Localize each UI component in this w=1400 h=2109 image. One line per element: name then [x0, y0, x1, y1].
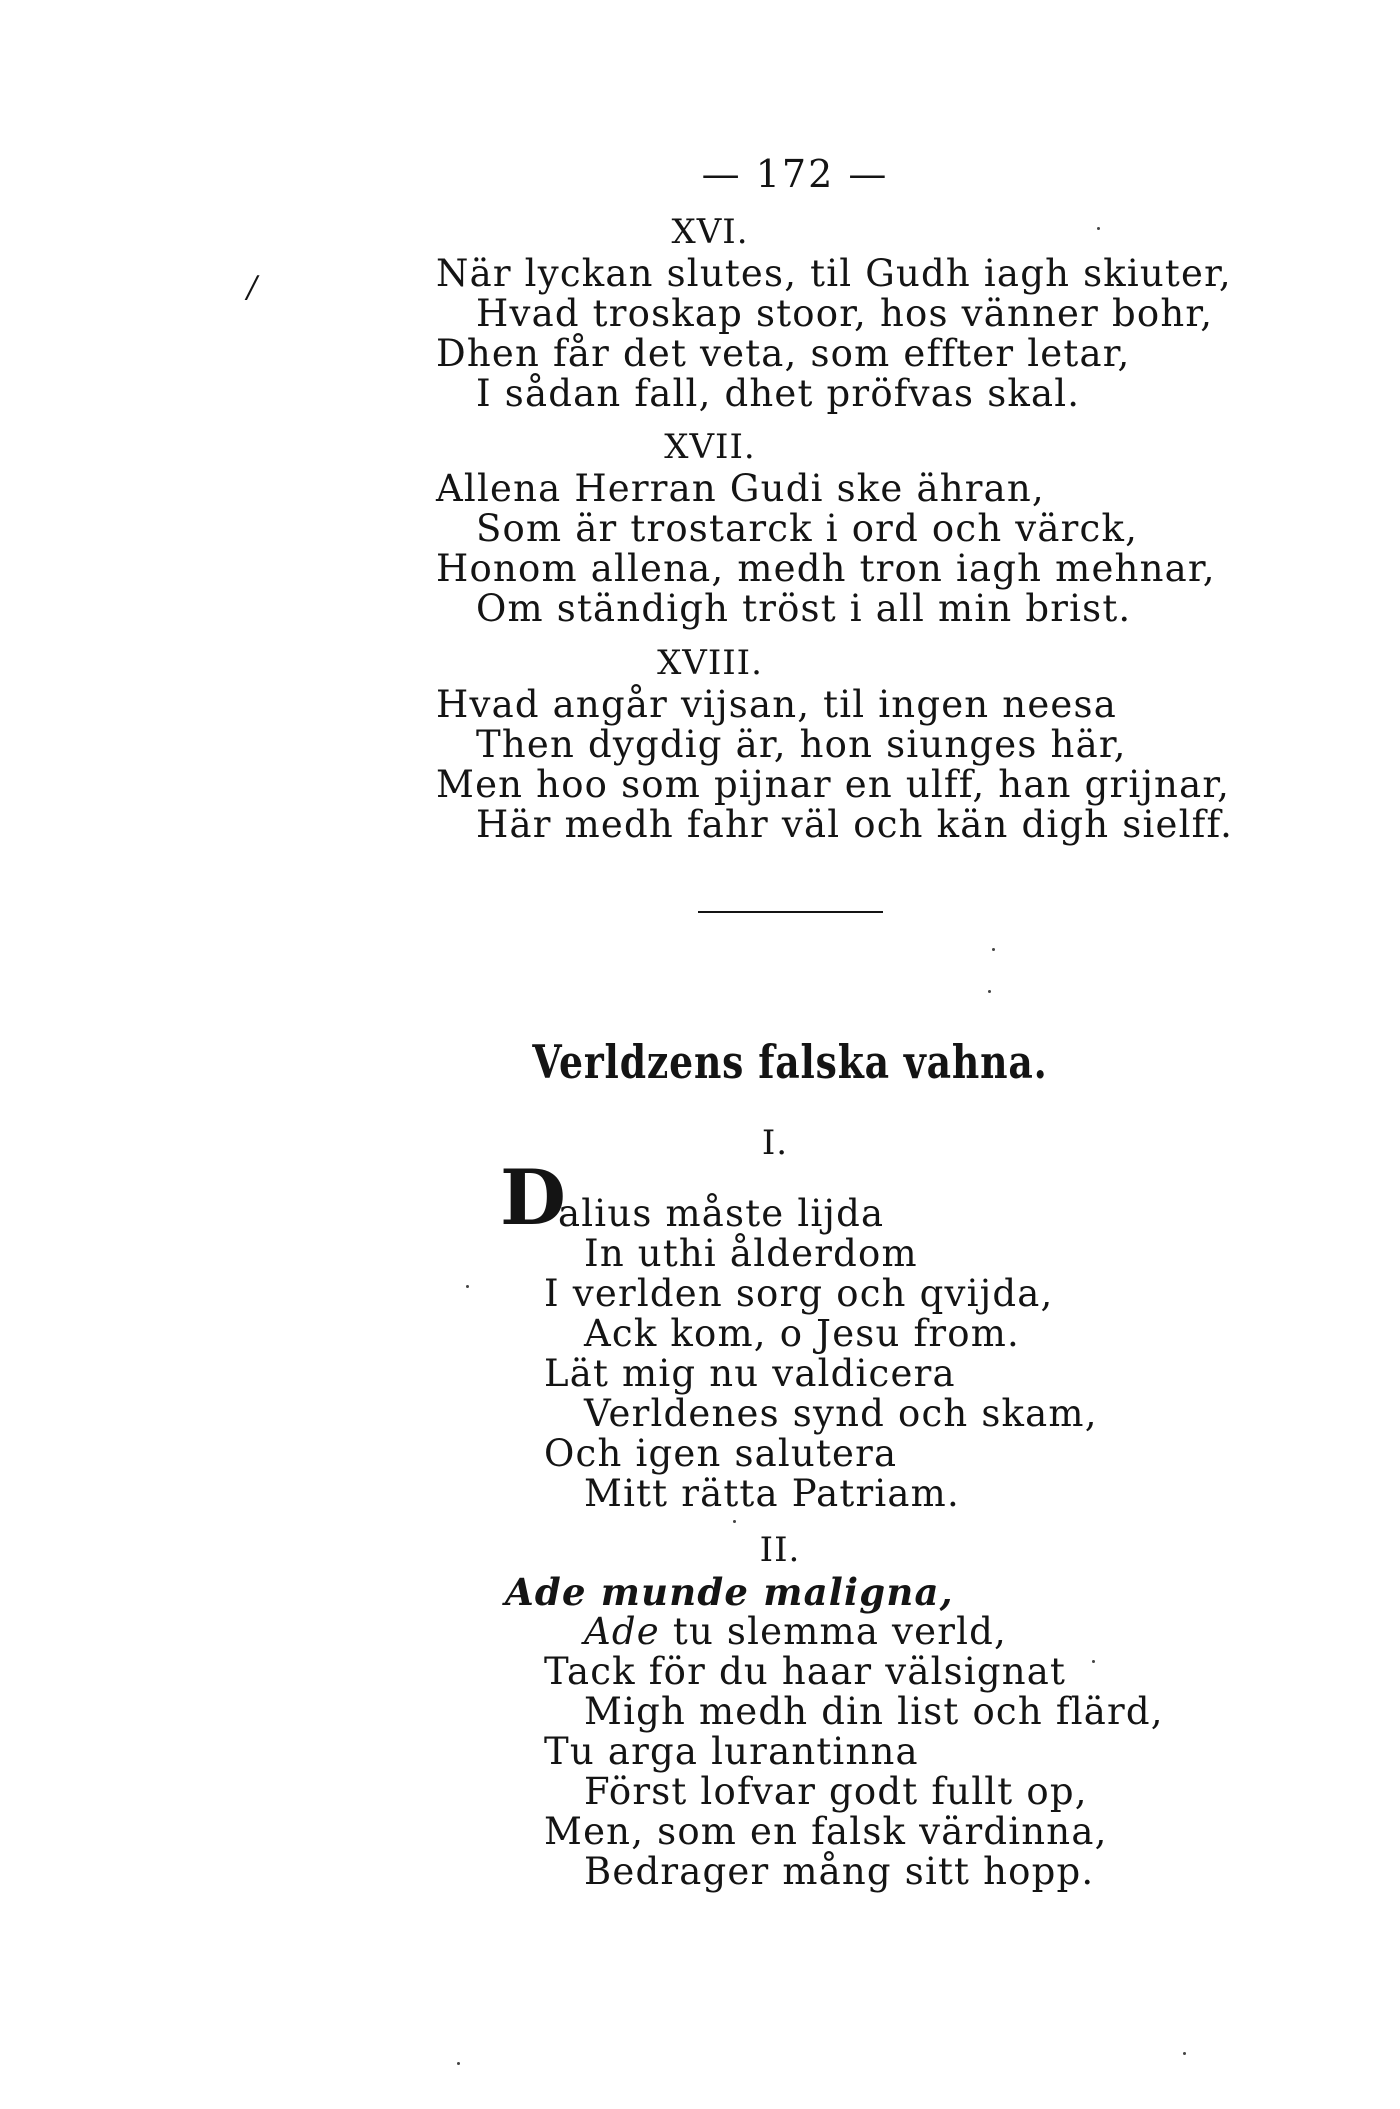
- verse-line: I verlden sorg och qvijda,: [544, 1272, 1054, 1315]
- verse-line: Allena Herran Gudi ske ähran,: [436, 467, 1045, 510]
- verse-line: I sådan fall, dhet pröfvas skal.: [476, 372, 1081, 415]
- verse-line: Hvad troskap stoor, hos vänner bohr,: [476, 292, 1214, 335]
- stanza-number: II.: [759, 1530, 801, 1570]
- verse-line: Then dygdig är, hon siunges här,: [476, 723, 1127, 766]
- verse-line: Först lofvar godt fullt op,: [584, 1770, 1088, 1813]
- page-number: — 172 —: [701, 152, 889, 196]
- scan-speck: [1183, 2052, 1186, 2055]
- verse-line: Bedrager mång sitt hopp.: [584, 1850, 1095, 1893]
- verse-line: Verldenes synd och skam,: [584, 1392, 1098, 1435]
- verse-line: När lyckan slutes, til Gudh iagh skiuter,: [436, 252, 1232, 295]
- stanza-number: XVIII.: [657, 643, 763, 683]
- verse-line: Lät mig nu valdicera: [544, 1352, 956, 1395]
- scan-speck: [1092, 1660, 1095, 1663]
- verse-line: Men hoo som pijnar en ulff, han grijnar,: [436, 763, 1231, 806]
- verse-line: Ade munde maligna,: [505, 1570, 954, 1614]
- verse-line: Om ständigh tröst i all min brist.: [476, 587, 1132, 630]
- stanza-number: XVII.: [664, 427, 756, 467]
- verse-line: Mitt rätta Patriam.: [584, 1472, 960, 1515]
- stanza-number: XVI.: [671, 212, 749, 252]
- verse-line: Men, som en falsk värdinna,: [544, 1810, 1108, 1853]
- verse-line: Honom allena, medh tron iagh mehnar,: [436, 547, 1216, 590]
- verse-line: Ack kom, o Jesu from.: [584, 1312, 1020, 1355]
- verse-line: Tu arga lurantinna: [544, 1730, 919, 1773]
- scan-speck: [988, 990, 991, 993]
- verse-line: Dhen får det veta, som effter letar,: [436, 332, 1131, 375]
- verse-line: Och igen salutera: [544, 1432, 898, 1475]
- scan-speck: [992, 948, 995, 951]
- verse-line: Hvad angår vijsan, til ingen neesa: [436, 683, 1117, 726]
- verse-line: Här medh fahr väl och kän digh sielff.: [476, 803, 1234, 846]
- drop-cap: D: [500, 1153, 566, 1242]
- verse-line: Som är trostarck i ord och värck,: [476, 507, 1139, 550]
- scan-speck: [466, 1285, 469, 1288]
- verse-line: [584, 1610, 1007, 1653]
- verse-line: Tack för du haar välsignat: [544, 1650, 1067, 1693]
- stanza-number: I.: [761, 1123, 789, 1163]
- verse-word: tu slemma verld,: [672, 1610, 1008, 1653]
- marginal-mark: /: [247, 270, 258, 305]
- scan-speck: [1097, 227, 1100, 230]
- poem-title: Verldzens falska vahna.: [532, 1035, 1048, 1089]
- verse-line: alius måste lijda: [558, 1192, 885, 1235]
- scan-speck: [733, 1520, 736, 1523]
- verse-line: Migh medh din list och flärd,: [584, 1690, 1164, 1733]
- verse-word-italic: Ade: [584, 1610, 660, 1653]
- verse-line: In uthi ålderdom: [584, 1232, 918, 1275]
- section-divider: [698, 911, 883, 913]
- scan-speck: [457, 2062, 460, 2065]
